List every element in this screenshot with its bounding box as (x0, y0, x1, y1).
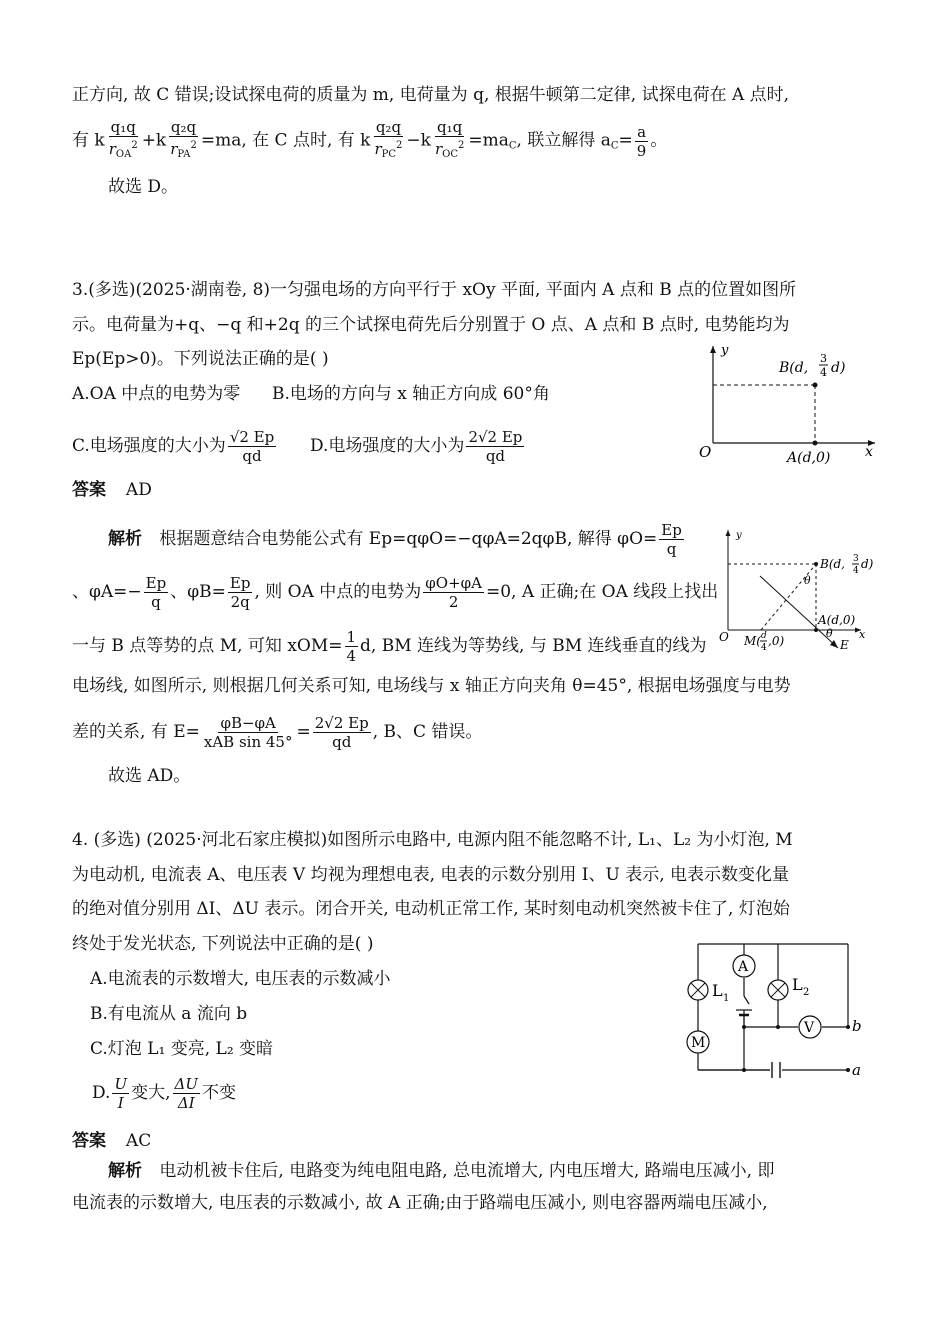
text: = (618, 130, 633, 151)
numerator: √2 Ep (229, 428, 275, 446)
numerator: 2√2 Ep (468, 428, 523, 446)
explanation-label: 解析 (108, 1161, 142, 1181)
y-arrow-icon (710, 346, 716, 353)
point-m-label-end: ,0) (768, 634, 785, 648)
fraction (228, 574, 253, 611)
denominator: 2q (230, 593, 250, 611)
fraction-numerator: 3 (853, 554, 859, 564)
lamp-l1-subscript: 1 (723, 993, 730, 1004)
fraction-denominator: 4 (761, 643, 767, 653)
answer-value: AC (125, 1131, 152, 1151)
q3-answer (72, 479, 152, 501)
numerator: 1 (346, 628, 357, 646)
text: , 则 OA 中点的电势为 (254, 582, 422, 602)
y-label: y (721, 343, 729, 358)
q4-circuit-diagram (682, 938, 872, 1078)
q3-explanation-4: 电场线, 如图所示, 则根据几何关系可知, 电场线与 x 轴正方向夹角 θ=45°, 根据电场强度与电势 (72, 676, 791, 696)
q3-explanation-2 (72, 574, 718, 611)
numerator: q₂q (375, 118, 402, 136)
numerator: a (637, 122, 647, 141)
denominator: I (117, 1094, 124, 1112)
fraction-denominator: 4 (853, 566, 859, 576)
point-a (814, 628, 818, 632)
theta-label: θ (804, 574, 811, 587)
lamp-l1-label: L (712, 981, 723, 1000)
fraction (107, 118, 140, 164)
explanation-label: 解析 (108, 529, 142, 549)
denominator: qd (242, 447, 262, 465)
q3-explanation-6: 故选 AD。 (108, 766, 191, 786)
fraction (423, 574, 484, 611)
numerator: Ep (661, 521, 682, 539)
q3-option-b: B.电场的方向与 x 轴正方向成 60°角 (272, 384, 550, 404)
denominator: q (151, 593, 161, 611)
terminal-b-label: b (852, 1017, 862, 1035)
text: 不变 (201, 1083, 236, 1103)
fraction (372, 118, 404, 164)
q4-option-a: A.电流表的示数增大, 电压表的示数减小 (90, 969, 391, 989)
top-line-1: 正方向, 故 C 错误;设试探电荷的质量为 m, 电荷量为 q, 根据牛顿第二定律, 试探电荷在 A 点时, (72, 85, 790, 105)
text: 变大, (131, 1083, 171, 1103)
text: 差的关系, 有 E= (72, 722, 200, 742)
numerator: U (114, 1075, 128, 1093)
text: 有 k (72, 130, 105, 151)
fraction-numerator: d (761, 631, 767, 641)
q4-option-c: C.灯泡 L₁ 变亮, L₂ 变暗 (90, 1039, 274, 1059)
answer-label: 答案 (72, 1131, 106, 1151)
q4-explanation-2: 电流表的示数增大, 电压表的示数减小, 故 A 正确;由于路端电压减小, 则电容器两端电压减小, (72, 1193, 768, 1213)
point-b (814, 562, 818, 566)
denominator: $r_{OC}^2$ (434, 140, 465, 160)
text: 、φB= (170, 582, 226, 602)
lamp-l2-subscript: 2 (803, 987, 810, 998)
q3-explanation-figure (716, 524, 886, 658)
q4-option-b: B.有电流从 a 流向 b (90, 1004, 248, 1024)
junction (742, 1068, 746, 1072)
y-label: y (736, 530, 742, 541)
q3-explanation-5 (72, 714, 482, 751)
fraction (635, 123, 649, 160)
text: C.电场强度的大小为 (72, 436, 226, 456)
denominator: 4 (346, 647, 357, 665)
x-label: x (859, 628, 866, 641)
q4-answer (72, 1130, 151, 1152)
q3-option-d (310, 428, 526, 465)
denominator: q (666, 540, 677, 558)
q3-figure-coordinates (695, 340, 885, 470)
point-a-label: A(d,0) (818, 613, 856, 627)
lamp-l2-label: L (792, 975, 803, 994)
numerator: q₁q (437, 118, 463, 136)
q4-option-d (92, 1075, 236, 1112)
denominator: $r_{PA}^2$ (170, 140, 197, 160)
fraction (433, 118, 466, 164)
fraction (112, 1075, 129, 1112)
numerator: Ep (145, 574, 167, 592)
text: 。 (650, 130, 668, 151)
denominator: qd (485, 447, 506, 465)
denominator: qd (332, 733, 352, 751)
switch (744, 996, 749, 1004)
y-arrow-icon (726, 530, 731, 536)
q4-stem-4: 终处于发光状态, 下列说法中正确的是( ) (72, 934, 374, 954)
point-a (813, 441, 818, 446)
text: D. (92, 1083, 111, 1103)
q3-stem-1: 3.(多选)(2025·湖南卷, 8)一匀强电场的方向平行于 xOy 平面, 平面内 A 点和 B 点的位置如图所 (72, 280, 797, 300)
numerator: q₁q (110, 118, 136, 136)
fraction-numerator: 3 (820, 352, 827, 365)
subscript: C (610, 140, 619, 152)
text: = (296, 722, 311, 742)
fraction (659, 521, 684, 558)
q3-option-a: A.OA 中点的电势为零 (72, 384, 241, 404)
text: 根据题意结合电势能公式有 Ep=qφO=−qφA=2qφB, 解得 φO= (159, 529, 658, 549)
q3-stem-3: Ep(Ep>0)。下列说法正确的是( ) (72, 349, 329, 369)
motor-label: M (691, 1035, 706, 1051)
text: , 联立解得 a (516, 130, 611, 151)
fraction (313, 714, 371, 751)
q3-explanation-1 (108, 521, 686, 558)
top-line-2 (72, 118, 667, 164)
q3-stem-2: 示。电荷量为+q、−q 和+2q 的三个试探电荷先后分别置于 O 点、A 点和 B 点时, 电势能均为 (72, 315, 790, 335)
field-label: E (840, 638, 849, 652)
terminal-b (846, 1025, 850, 1029)
point-m-label: M( (744, 634, 761, 648)
fraction (173, 1075, 200, 1112)
top-line-3: 故选 D。 (108, 177, 179, 197)
text: −k (406, 130, 431, 151)
numerator: φB−φA (220, 714, 276, 732)
denominator: xAB sin 45° (203, 733, 293, 751)
numerator: 2√2 Ep (314, 714, 369, 732)
fraction-denominator: 4 (820, 366, 827, 379)
subscript: C (508, 140, 517, 152)
terminal-a (846, 1068, 850, 1072)
denominator: $r_{PC}^2$ (374, 140, 403, 160)
numerator: φO+φA (425, 574, 482, 592)
fraction (228, 428, 276, 465)
fraction (345, 628, 359, 665)
origin-label: O (719, 630, 729, 644)
fraction (168, 118, 199, 164)
point-a-label: A(d,0) (787, 450, 831, 466)
ammeter-label: A (738, 959, 749, 975)
point-b (813, 383, 818, 388)
q4-explanation-1 (108, 1160, 774, 1182)
fraction (202, 714, 295, 751)
q3-explanation-3 (72, 628, 707, 665)
theta-label: θ (826, 627, 833, 640)
origin-label: O (699, 443, 712, 461)
point-b-label-end: d) (831, 360, 846, 376)
denominator: 2 (448, 593, 459, 611)
text: +k (141, 130, 167, 151)
numerator: q₂q (170, 118, 197, 136)
point-b-label-end: d) (861, 557, 874, 571)
fraction (466, 428, 524, 465)
text: 电动机被卡住后, 电路变为纯电阻电路, 总电流增大, 内电压增大, 路端电压减小, 即 (159, 1161, 775, 1181)
fraction (144, 574, 169, 611)
point-b-label: B(d, (779, 360, 809, 376)
denominator: 9 (636, 141, 647, 160)
x-label: x (865, 444, 873, 460)
text: =ma, 在 C 点时, 有 k (200, 130, 371, 151)
text: =0, A 正确;在 OA 线段上找出 (486, 582, 719, 602)
text: =ma (468, 130, 509, 151)
answer-label: 答案 (72, 480, 106, 500)
text: 一与 B 点等势的点 M, 可知 xOM= (72, 636, 343, 656)
text: D.电场强度的大小为 (310, 436, 465, 456)
answer-value: AD (125, 480, 152, 500)
numerator: Ep (229, 574, 251, 592)
numerator: ΔU (174, 1075, 198, 1093)
text: , B、C 错误。 (372, 722, 483, 742)
point-b-label: B(d, (820, 557, 845, 571)
q4-stem-2: 为电动机, 电流表 A、电压表 V 均视为理想电表, 电表的示数分别用 I、U 表示, 电表示数变化量 (72, 865, 790, 885)
q4-stem-3: 的绝对值分别用 ΔI、ΔU 表示。闭合开关, 电动机正常工作, 某时刻电动机突然被卡住了, 灯泡始 (72, 899, 790, 919)
junction (776, 1025, 780, 1029)
q4-stem-1: 4. (多选) (2025·河北石家庄模拟)如图所示电路中, 电源内阻不能忽略不计, L₁、L₂ 为小灯泡, M (72, 830, 793, 850)
terminal-a-label: a (852, 1061, 861, 1078)
denominator: $r_{OA}^2$ (108, 140, 138, 160)
text: 、φA=− (72, 582, 142, 602)
denominator: ΔI (177, 1094, 195, 1112)
voltmeter-label: V (804, 1020, 815, 1036)
q3-option-c (72, 428, 278, 465)
text: d, BM 连线为等势线, 与 BM 连线垂直的线为 (360, 636, 707, 656)
